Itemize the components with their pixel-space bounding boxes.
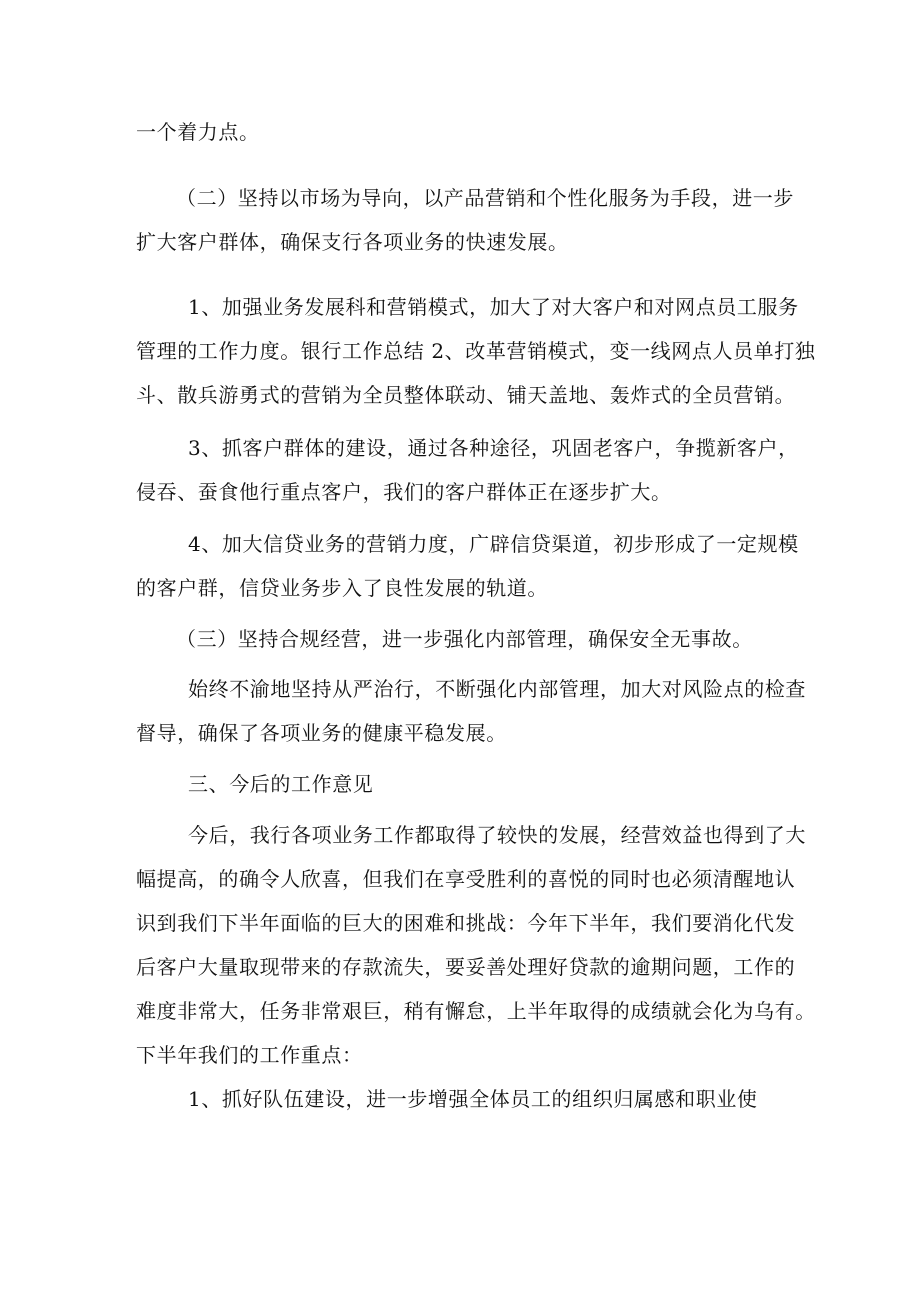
text-line: 扩大客户群体，确保支行各项业务的快速发展。: [136, 230, 569, 254]
text-line: 难度非常大，任务非常艰巨，稍有懈怠，上半年取得的成绩就会化为乌有。: [136, 999, 816, 1023]
text-line: 一个着力点。: [136, 120, 260, 144]
text-line: 今后，我行各项业务工作都取得了较快的发展，经营效益也得到了大: [188, 823, 806, 847]
text-line: 3、抓客户群体的建设，通过各种途径，巩固老客户，争揽新客户，: [188, 436, 799, 460]
text-line: 督导，确保了各项业务的健康平稳发展。: [136, 721, 507, 745]
text-line: 1、抓好队伍建设，进一步增强全体员工的组织归属感和职业使: [188, 1087, 758, 1111]
text-line: 1、加强业务发展科和营销模式，加大了对大客户和对网点员工服务: [188, 295, 799, 319]
text-line: 管理的工作力度。银行工作总结 2、改革营销模式，变一线网点人员单打独: [136, 339, 816, 363]
text-line: 4、加大信贷业务的营销力度，广辟信贷渠道，初步形成了一定规模: [188, 532, 799, 556]
section-heading: （二）坚持以市场为导向，以产品营销和个性化服务为手段，进一步: [176, 186, 794, 210]
text-line: 斗、散兵游勇式的营销为全员整体联动、铺天盖地、轰炸式的全员营销。: [136, 383, 796, 407]
text-line: 下半年我们的工作重点：: [136, 1043, 363, 1067]
text-line: 后客户大量取现带来的存款流失，要妥善处理好贷款的逾期问题，工作的: [136, 955, 796, 979]
section-heading: （三）坚持合规经营，进一步强化内部管理，确保安全无事故。: [176, 627, 753, 651]
text-line: 始终不渝地坚持从严治行，不断强化内部管理，加大对风险点的检查: [188, 677, 806, 701]
section-heading: 三、今后的工作意见: [188, 772, 374, 796]
text-line: 侵吞、蚕食他行重点客户，我们的客户群体正在逐步扩大。: [136, 480, 672, 504]
text-line: 的客户群，信贷业务步入了良性发展的轨道。: [136, 576, 548, 600]
text-line: 幅提高，的确令人欣喜，但我们在享受胜利的喜悦的同时也必须清醒地认: [136, 867, 796, 891]
text-line: 识到我们下半年面临的巨大的困难和挑战：今年下半年，我们要消化代发: [136, 911, 796, 935]
